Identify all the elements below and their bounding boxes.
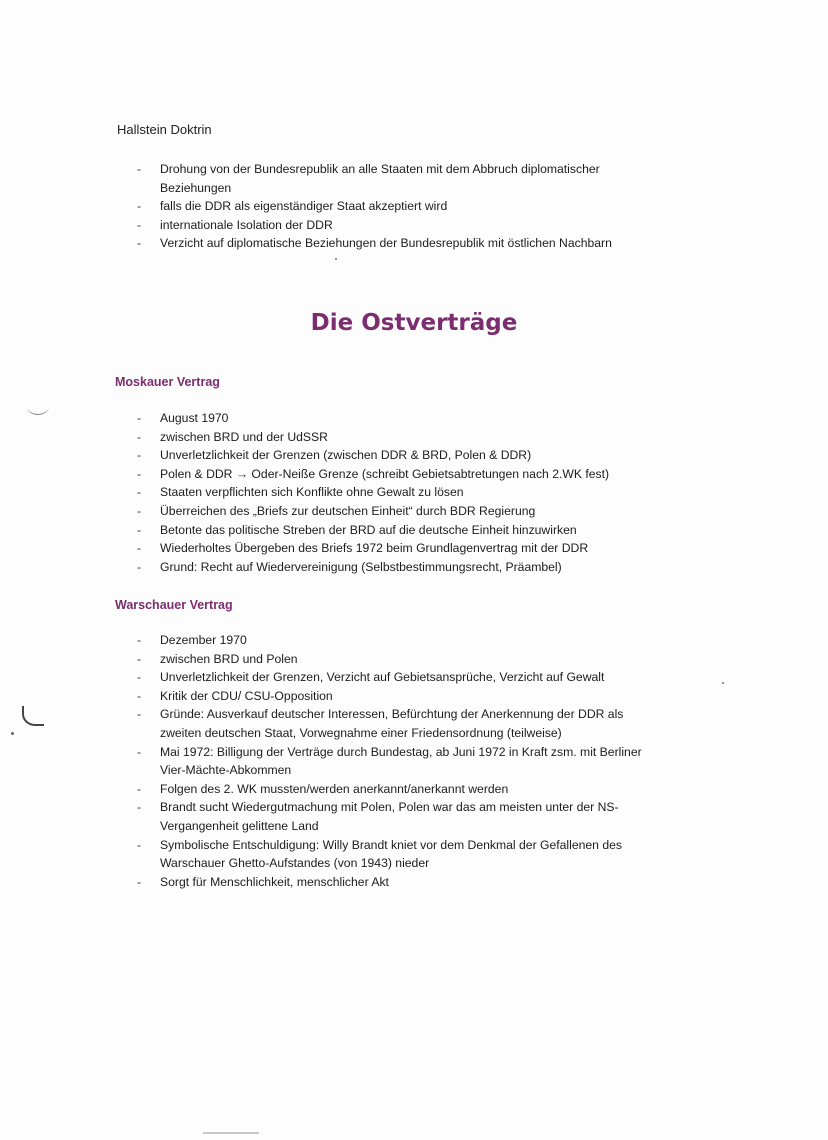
list-item — [0, 631, 700, 650]
bullet-dash: - — [137, 466, 142, 481]
list-item — [0, 743, 700, 780]
list-item-text: Verzicht auf diplomatische Beziehungen der Bundesrepublik mit östlichen Nachbarn — [160, 236, 612, 251]
list-item-text: Kritik der CDU/ CSU-Opposition — [160, 688, 333, 703]
list-item — [0, 687, 700, 706]
list-item-text: August 1970 — [160, 411, 229, 425]
bullet-dash: - — [137, 162, 142, 176]
list-item — [0, 409, 700, 428]
list-item — [0, 483, 700, 502]
list-item — [0, 798, 700, 835]
list-item — [0, 216, 700, 235]
bullet-dash: - — [137, 688, 142, 703]
bullet-dash: - — [137, 429, 142, 444]
list-item — [0, 465, 700, 484]
list-item — [0, 558, 700, 577]
list-item-text: Folgen des 2. WK mussten/werden anerkannt/anerkannt werden — [160, 781, 509, 796]
bullet-dash: - — [137, 744, 142, 759]
bullet-dash: - — [137, 874, 142, 889]
list-item-text: Wiederholtes Übergeben des Briefs 1972 beim Grundlagenvertrag mit der DDR — [160, 541, 589, 556]
bullet-dash: - — [137, 236, 142, 251]
list-item — [0, 428, 700, 447]
list-item-text: zwischen BRD und der UdSSR — [160, 429, 328, 444]
scan-artifact-dot — [11, 732, 14, 735]
list-item-text: Brandt sucht Wiedergutmachung mit Polen, Polen war das am meisten unter der NS- Vergangenheit gelittene Land — [160, 800, 619, 833]
list-item-text: Polen & DDR → Oder-Neiße Grenze (schreibt Gebietsabtretungen nach 2.WK fest) — [160, 466, 610, 481]
page-title: Die Ostverträge — [310, 310, 518, 336]
list-item-text: Symbolische Entschuldigung: Willy Brandt kniet vor dem Denkmal der Gefallenen des Warschauer Ghetto-Aufstandes (von 1943) nieder — [160, 837, 622, 871]
bullet-dash: - — [137, 837, 142, 852]
scan-artifact-dot — [722, 682, 724, 684]
list-item — [0, 234, 700, 253]
list-item-text: Überreichen des „Briefs zur deutschen Einheit“ durch BDR Regierung — [160, 503, 536, 518]
list-item — [0, 705, 700, 742]
list-item-text: Staaten verpflichten sich Konflikte ohne Gewalt zu lösen — [160, 485, 464, 500]
hallstein-list — [0, 160, 700, 253]
bullet-dash: - — [137, 199, 142, 214]
bullet-dash: - — [137, 800, 142, 815]
list-item — [0, 873, 700, 892]
scan-artifact-line — [203, 1132, 259, 1134]
bullet-dash: - — [137, 541, 142, 556]
list-item — [0, 539, 700, 558]
bullet-dash: - — [137, 485, 142, 500]
list-item-text: Sorgt für Menschlichkeit, menschlicher Akt — [160, 874, 389, 889]
list-item-text: Unverletzlichkeit der Grenzen, Verzicht auf Gebietsansprüche, Verzicht auf Gewalt — [160, 670, 605, 685]
list-item — [0, 160, 700, 197]
list-item — [0, 650, 700, 669]
list-item — [0, 780, 700, 799]
scan-artifact-mark — [27, 398, 49, 415]
bullet-dash: - — [137, 503, 142, 518]
bullet-dash: - — [137, 559, 142, 574]
list-item-text: falls die DDR als eigenständiger Staat akzeptiert wird — [160, 199, 448, 214]
moskauer-vertrag-heading: Moskauer Vertrag — [115, 375, 220, 389]
bullet-dash: - — [137, 707, 142, 722]
bullet-dash: - — [137, 522, 142, 537]
list-item-text: Mai 1972: Billigung der Verträge durch Bundestag, ab Juni 1972 in Kraft zsm. mit Berliner Vier-Mächte-Abkommen — [160, 744, 642, 778]
bullet-dash: - — [137, 670, 142, 685]
list-item-text: Drohung von der Bundesrepublik an alle Staaten mit dem Abbruch diplomatischer Beziehungen — [160, 162, 600, 195]
list-item — [0, 197, 700, 216]
bullet-dash: - — [137, 633, 142, 647]
bullet-dash: - — [137, 448, 142, 463]
list-item-text: internationale Isolation der DDR — [160, 217, 333, 232]
list-item — [0, 502, 700, 521]
list-item-text: Unverletzlichkeit der Grenzen (zwischen DDR & BRD, Polen & DDR) — [160, 448, 532, 463]
warschauer-vertrag-list — [0, 631, 700, 891]
list-item — [0, 836, 700, 873]
bullet-dash: - — [137, 217, 142, 232]
warschauer-vertrag-heading: Warschauer Vertrag — [115, 598, 233, 612]
hallstein-heading: Hallstein Doktrin — [117, 122, 212, 137]
bullet-dash: - — [137, 651, 142, 666]
moskauer-vertrag-list — [0, 409, 700, 576]
list-item-text: Dezember 1970 — [160, 633, 247, 647]
list-item-text: Betonte das politische Streben der BRD auf die deutsche Einheit hinzuwirken — [160, 522, 577, 537]
list-item — [0, 446, 700, 465]
list-item-text: zwischen BRD und Polen — [160, 651, 298, 666]
scan-artifact-dot — [335, 258, 337, 260]
list-item-text: Grund: Recht auf Wiedervereinigung (Selbstbestimmungsrecht, Präambel) — [160, 559, 562, 574]
bullet-dash: - — [137, 781, 142, 796]
list-item — [0, 521, 700, 540]
list-item — [0, 668, 700, 687]
bullet-dash: - — [137, 411, 142, 425]
list-item-text: Gründe: Ausverkauf deutscher Interessen, Befürchtung der Anerkennung der DDR als zweiten deutschen Staat, Vorwegnahme einer Friedensordnung (teilweise) — [160, 707, 624, 740]
